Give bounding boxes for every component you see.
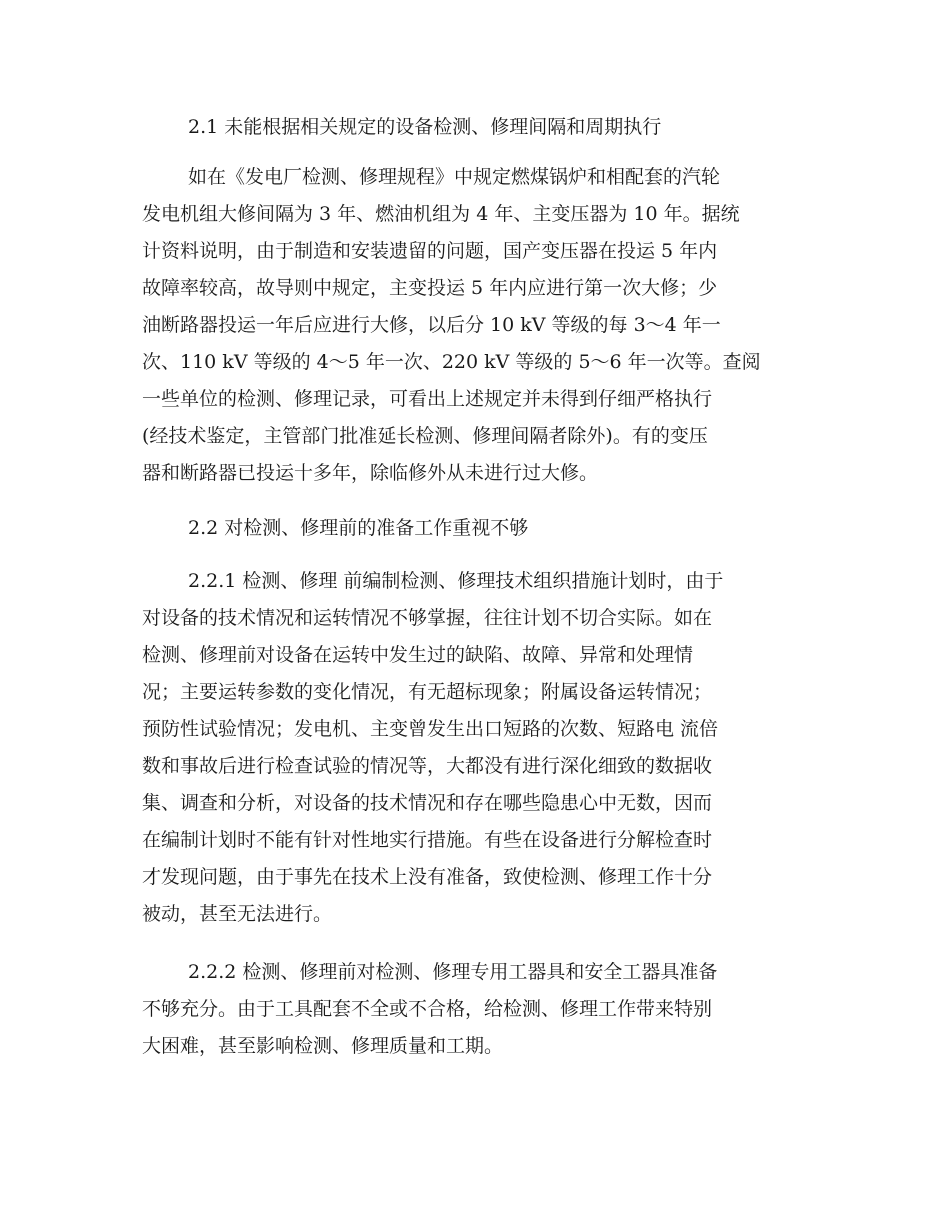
paragraph-line: (经技术鉴定，主管部门批准延长检测、修理间隔者除外)。有的变压 — [142, 425, 708, 447]
paragraph-line: 计资料说明，由于制造和安装遗留的问题，国产变压器在投运 5 年内 — [142, 240, 718, 262]
paragraph-line: 如在《发电厂检测、修理规程》中规定燃煤锅炉和相配套的汽轮 — [188, 166, 721, 188]
paragraph-line: 次、110 kV 等级的 4～5 年一次、220 kV 等级的 5～6 年一次等。查阅 — [142, 351, 761, 373]
paragraph-line: 油断路器投运一年后应进行大修，以后分 10 kV 等级的每 3～4 年一 — [142, 314, 721, 336]
paragraph-line: 大困难，甚至影响检测、修理质量和工期。 — [142, 1035, 504, 1057]
paragraph-line: 不够充分。由于工具配套不全或不合格，给检测、修理工作带来特别 — [142, 998, 713, 1020]
paragraph-line: 数和事故后进行检查试验的情况等，大都没有进行深化细致的数据收 — [142, 755, 713, 777]
paragraph-line: 在编制计划时不能有针对性地实行措施。有些在设备进行分解检查时 — [142, 829, 713, 851]
paragraph-line: 器和断路器已投运十多年，除临修外从未进行过大修。 — [142, 462, 599, 484]
paragraph-line: 发电机组大修间隔为 3 年、燃油机组为 4 年、主变压器为 10 年。据统 — [142, 203, 740, 225]
paragraph-line: 被动，甚至无法进行。 — [142, 903, 333, 925]
paragraph-line: 集、调查和分析，对设备的技术情况和存在哪些隐患心中无数，因而 — [142, 792, 713, 814]
paragraph-line: 2.2.2 检测、修理前对检测、修理专用工器具和安全工器具准备 — [188, 961, 718, 983]
heading-2-1: 2.1 未能根据相关规定的设备检测、修理间隔和周期执行 — [188, 116, 662, 138]
heading-2-2: 2.2 对检测、修理前的准备工作重视不够 — [188, 517, 529, 539]
paragraph-line: 况；主要运转参数的变化情况，有无超标现象；附属设备运转情况； — [142, 681, 713, 703]
paragraph-line: 一些单位的检测、修理记录，可看出上述规定并未得到仔细严格执行 — [142, 388, 713, 410]
paragraph-line: 检测、修理前对设备在运转中发生过的缺陷、故障、异常和处理情 — [142, 644, 694, 666]
paragraph-line: 预防性试验情况；发电机、主变曾发生出口短路的次数、短路电 流倍 — [142, 718, 719, 740]
paragraph-line: 故障率较高，故导则中规定，主变投运 5 年内应进行第一次大修；少 — [142, 277, 718, 299]
paragraph-line: 才发现问题，由于事先在技术上没有准备，致使检测、修理工作十分 — [142, 866, 713, 888]
paragraph-line: 对设备的技术情况和运转情况不够掌握，往往计划不切合实际。如在 — [142, 607, 713, 629]
paragraph-line: 2.2.1 检测、修理 前编制检测、修理技术组织措施计划时，由于 — [188, 570, 724, 592]
